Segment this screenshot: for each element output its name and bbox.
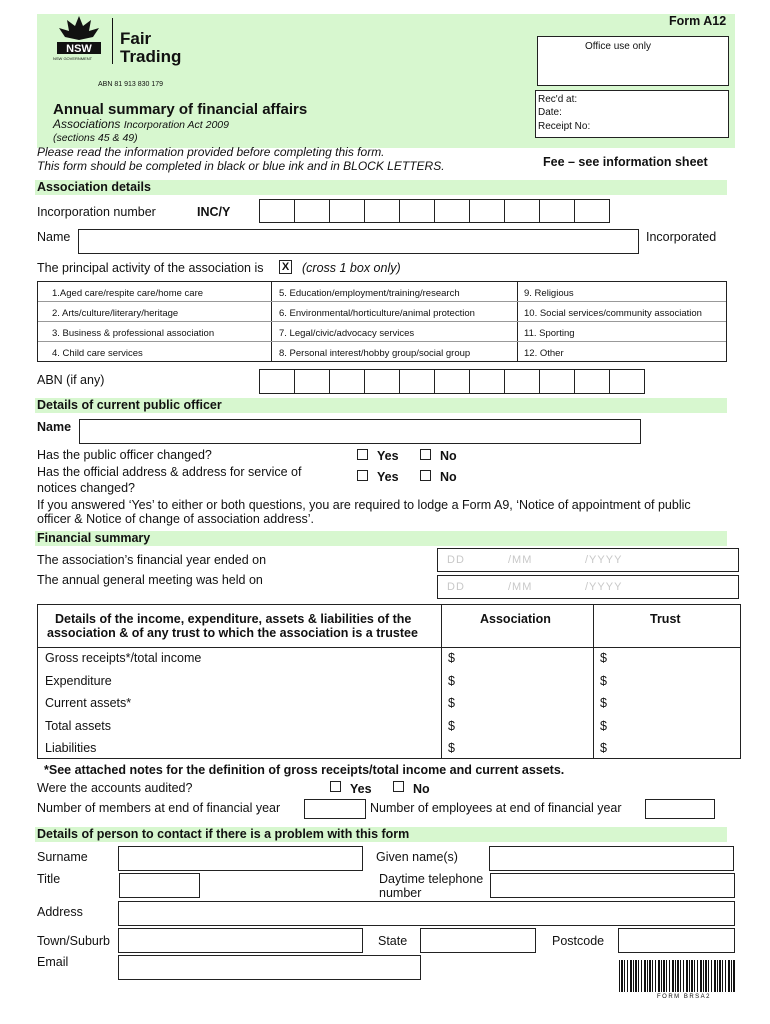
year-ended-mm: /MM	[508, 554, 533, 566]
agm-date-label: The annual general meeting was held on	[37, 573, 263, 587]
activity-option[interactable]: 10. Social services/community association	[524, 308, 702, 319]
agm-yyyy: /YYYY	[585, 581, 623, 593]
brand-trading: Trading	[120, 47, 182, 66]
incorporation-digit-cell[interactable]	[329, 199, 365, 223]
address-changed-no-checkbox[interactable]	[420, 470, 431, 481]
year-ended-yyyy: /YYYY	[585, 554, 623, 566]
postcode-label: Postcode	[552, 934, 605, 948]
sections-ref: (sections 45 & 49)	[53, 132, 138, 144]
activity-option[interactable]: 7. Legal/civic/advocacy services	[279, 328, 415, 339]
financial-row-label: Total assets	[45, 718, 112, 733]
incorporation-digit-cell[interactable]	[364, 199, 400, 223]
page-title: Annual summary of financial affairs	[53, 101, 308, 118]
members-label: Number of members at end of financial year	[37, 801, 281, 815]
abn-digit-cell[interactable]	[574, 369, 610, 394]
financial-row-label: Liabilities	[45, 741, 97, 755]
members-input[interactable]	[304, 799, 366, 819]
association-amount-input[interactable]: $	[448, 718, 455, 733]
incorporation-digit-cell[interactable]	[574, 199, 610, 223]
audited-question: Were the accounts audited?	[37, 781, 193, 795]
officer-changed-question: Has the public officer changed?	[37, 448, 212, 462]
email-input[interactable]	[118, 955, 421, 980]
incorporation-number-label: Incorporation number	[37, 205, 156, 219]
audited-yes-label: Yes	[350, 782, 372, 796]
audited-yes-checkbox[interactable]	[330, 781, 341, 792]
form-number: Form A12	[669, 14, 727, 28]
activity-example-box	[279, 260, 292, 274]
trust-amount-input[interactable]: $	[600, 718, 607, 733]
activity-option[interactable]: 8. Personal interest/hobby group/social group	[279, 348, 471, 359]
state-label: State	[378, 934, 408, 948]
association-amount-input[interactable]: $	[448, 651, 455, 665]
form-a9-note-1: If you answered ‘Yes’ to either or both questions, you are required to lodge a Form A9, ‘Notice of appointment of public	[37, 498, 691, 512]
date-label: Date:	[538, 107, 562, 118]
fee-note: Fee – see information sheet	[543, 155, 708, 169]
act-name-main: Associations	[53, 117, 121, 131]
contact-heading: Details of person to contact if there is a problem with this form	[35, 827, 727, 842]
incorporation-digit-cell[interactable]	[469, 199, 505, 223]
year-ended-dd: DD	[447, 554, 465, 566]
financial-row-label: Expenditure	[45, 673, 112, 688]
given-name-label: Given name(s)	[376, 850, 458, 864]
inc-prefix: INC/Y	[197, 205, 231, 219]
year-ended-label: The association’s financial year ended on	[37, 553, 267, 567]
abn-digit-cell[interactable]	[539, 369, 575, 394]
incorporation-digit-cell[interactable]	[434, 199, 470, 223]
financial-table-header-rule	[38, 647, 740, 648]
address-changed-question-1: Has the official address & address for service of	[37, 465, 302, 479]
association-amount-input[interactable]: $	[448, 741, 455, 755]
abn-digit-cell[interactable]	[504, 369, 540, 394]
activity-option[interactable]: 11. Sporting	[524, 328, 575, 339]
activity-option[interactable]: 4. Child care services	[52, 348, 143, 359]
town-input[interactable]	[118, 928, 363, 953]
trust-amount-input[interactable]: $	[600, 651, 607, 665]
officer-changed-no-label: No	[440, 449, 457, 463]
instruction-line1: Please read the information provided before completing this form.	[37, 145, 385, 159]
financial-summary-heading: Financial summary	[35, 531, 727, 546]
activity-option[interactable]: 2. Arts/culture/literary/heritage	[52, 308, 179, 319]
officer-name-input[interactable]	[79, 419, 641, 444]
incorporation-digit-cell[interactable]	[259, 199, 295, 223]
office-use-box	[537, 36, 729, 86]
logo-government-text: NSW GOVERNMENT	[53, 56, 93, 61]
receipt-box	[535, 90, 729, 138]
association-name-input[interactable]	[78, 229, 639, 254]
incorporated-suffix: Incorporated	[646, 230, 717, 244]
given-name-input[interactable]	[489, 846, 734, 871]
abn-digit-cell[interactable]	[329, 369, 365, 394]
address-changed-yes-label: Yes	[377, 470, 399, 484]
address-changed-yes-checkbox[interactable]	[357, 470, 368, 481]
financial-row-label: Current assets*	[45, 696, 132, 710]
brand-fair: Fair	[120, 29, 152, 48]
trust-amount-input[interactable]: $	[600, 673, 607, 688]
svg-text:NSW: NSW	[66, 43, 92, 55]
abn-number: ABN 81 913 830 179	[98, 81, 163, 88]
officer-name-label: Name	[37, 420, 72, 434]
surname-label: Surname	[37, 850, 88, 864]
address-input[interactable]	[118, 901, 735, 926]
address-changed-question-2: notices changed?	[37, 481, 135, 495]
audited-no-checkbox[interactable]	[393, 781, 404, 792]
employees-input[interactable]	[645, 799, 715, 819]
trust-amount-input[interactable]: $	[600, 696, 607, 710]
table-heading-2: association & of any trust to which the association is a trustee	[47, 626, 418, 640]
col-trust: Trust	[650, 612, 681, 626]
title-input[interactable]	[119, 873, 200, 898]
principal-activity-label: The principal activity of the association is	[37, 261, 264, 275]
instruction-line2: This form should be completed in black or blue ink and in BLOCK LETTERS.	[37, 159, 445, 173]
incorporation-digit-cell[interactable]	[539, 199, 575, 223]
footnote: *See attached notes for the definition of gross receipts/total income and current assets.	[44, 763, 565, 777]
officer-changed-yes-label: Yes	[377, 449, 399, 463]
abn-label: ABN (if any)	[37, 373, 105, 387]
year-ended-date-input[interactable]	[437, 548, 739, 572]
activity-grid	[37, 281, 727, 362]
activity-grid-rule	[38, 301, 726, 302]
form-a9-note-2: officer & Notice of change of association address’.	[37, 512, 315, 526]
agm-mm: /MM	[508, 581, 533, 593]
phone-label-2: number	[379, 886, 422, 900]
audited-no-label: No	[413, 782, 430, 796]
association-amount-input[interactable]: $	[448, 696, 455, 710]
table-heading-1: Details of the income, expenditure, assets & liabilities of the	[55, 612, 412, 626]
activity-option[interactable]: 5. Education/employment/training/research	[279, 288, 460, 299]
phone-input[interactable]	[490, 873, 735, 898]
officer-changed-no-checkbox[interactable]	[420, 449, 431, 460]
town-label: Town/Suburb	[37, 934, 110, 948]
activity-option[interactable]: 3. Business & professional association	[52, 328, 215, 339]
abn-digit-cell[interactable]	[434, 369, 470, 394]
abn-digit-cell[interactable]	[609, 369, 645, 394]
abn-digit-cell[interactable]	[259, 369, 295, 394]
financial-table	[37, 604, 741, 759]
financial-table-col-divider-1	[441, 605, 442, 758]
barcode	[619, 960, 735, 992]
title-label: Title	[37, 872, 61, 886]
recd-at-label: Rec'd at:	[538, 94, 578, 105]
financial-table-col-divider-2	[593, 605, 594, 758]
officer-changed-yes-checkbox[interactable]	[357, 449, 368, 460]
barcode-text: FORM BRSA2	[657, 994, 712, 1000]
office-use-label: Office use only	[585, 41, 651, 52]
activity-option[interactable]: 6. Environmental/horticulture/animal protection	[279, 308, 475, 319]
incorporation-digit-cell[interactable]	[294, 199, 330, 223]
surname-input[interactable]	[118, 846, 363, 871]
activity-option[interactable]: 12. Other	[524, 348, 564, 359]
agm-dd: DD	[447, 581, 465, 593]
postcode-input[interactable]	[618, 928, 735, 953]
trust-amount-input[interactable]: $	[600, 741, 607, 755]
activity-example-mark: X	[281, 261, 290, 273]
phone-label-1: Daytime telephone	[379, 872, 484, 886]
abn-digit-cell[interactable]	[294, 369, 330, 394]
abn-digit-cell[interactable]	[364, 369, 400, 394]
incorporation-digit-cell[interactable]	[504, 199, 540, 223]
activity-grid-rule	[38, 321, 726, 322]
association-amount-input[interactable]: $	[448, 673, 455, 688]
col-association: Association	[480, 612, 551, 626]
address-label: Address	[37, 905, 83, 919]
activity-grid-rule	[38, 341, 726, 342]
employees-label: Number of employees at end of financial year	[370, 801, 622, 815]
receipt-no-label: Receipt No:	[538, 121, 591, 132]
cross-one-note: (cross 1 box only)	[302, 261, 401, 275]
abn-digit-cell[interactable]	[469, 369, 505, 394]
logo-divider	[112, 18, 113, 64]
activity-option[interactable]: 1.Aged care/respite care/home care	[52, 288, 204, 299]
activity-option[interactable]: 9. Religious	[524, 288, 574, 299]
email-label: Email	[37, 955, 69, 969]
abn-digit-cell[interactable]	[399, 369, 435, 394]
public-officer-heading: Details of current public officer	[35, 398, 727, 413]
address-changed-no-label: No	[440, 470, 457, 484]
financial-row-label: Gross receipts*/total income	[45, 651, 202, 665]
association-details-heading: Association details	[35, 180, 727, 195]
name-label: Name	[37, 230, 71, 244]
incorporation-digit-cell[interactable]	[399, 199, 435, 223]
agm-date-input[interactable]	[437, 575, 739, 599]
act-name-rest: Incorporation Act 2009	[123, 119, 229, 131]
state-input[interactable]	[420, 928, 536, 953]
